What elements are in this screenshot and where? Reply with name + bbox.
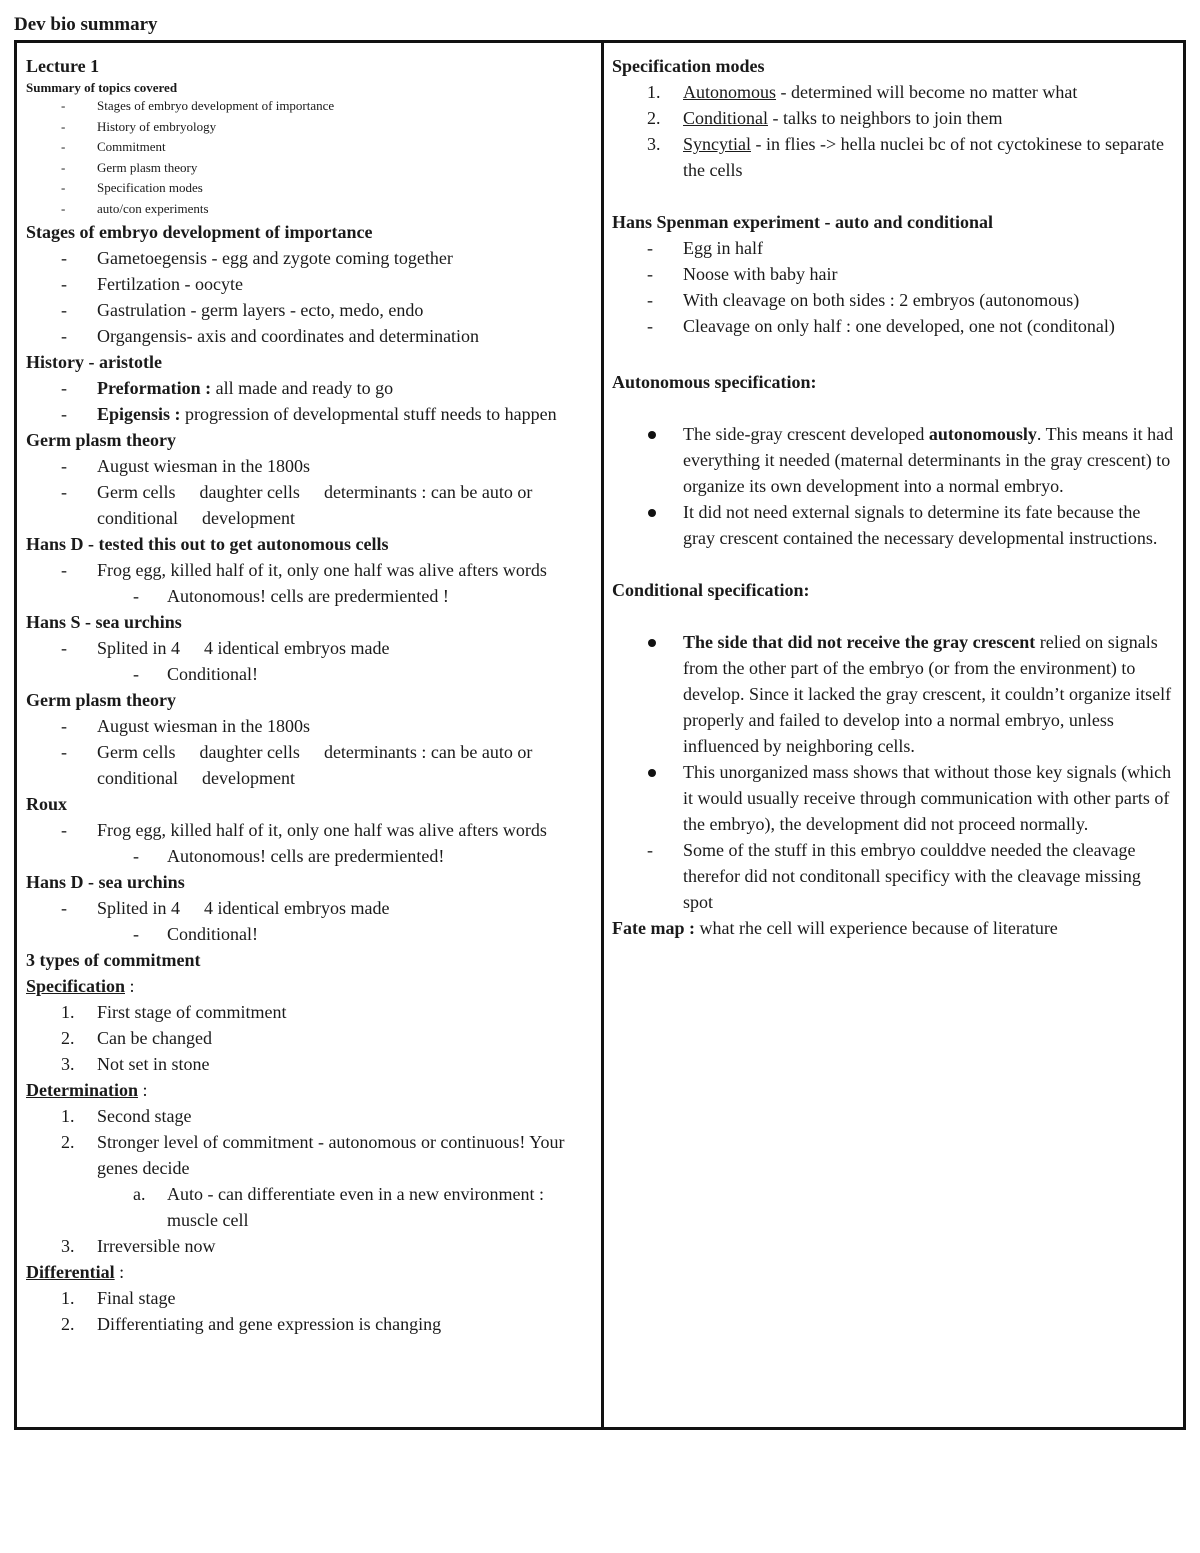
differential-term: Differential bbox=[26, 1262, 115, 1282]
autonomous-term: Autonomous bbox=[683, 82, 777, 102]
list-item: 2. Conditional - talks to neighbors to join them bbox=[647, 108, 1003, 128]
list-item: - Frog egg, killed half of it, only one half was alive afters words bbox=[26, 557, 593, 583]
list-item: - Commitment bbox=[26, 137, 593, 158]
syncytial-term: Syncytial bbox=[683, 134, 751, 154]
list-item: - Autonomous! cells are predermiented! bbox=[26, 843, 593, 869]
list-item: - Gastrulation - germ layers - ecto, medo, endo bbox=[26, 297, 593, 323]
specification-modes-list bbox=[612, 79, 1175, 183]
hans-d-heading-2: Hans D - sea urchins bbox=[26, 872, 185, 892]
list-item: 1. First stage of commitment bbox=[61, 1002, 287, 1022]
list-item bbox=[26, 895, 593, 921]
list-item bbox=[612, 421, 1175, 499]
conditional-text: - talks to neighbors to join them bbox=[768, 108, 1003, 128]
list-item: - History of embryology bbox=[26, 117, 593, 138]
determination-list bbox=[26, 1103, 593, 1181]
specification-list bbox=[26, 999, 593, 1077]
identical-embryos-text: 4 identical embryos made bbox=[204, 898, 390, 918]
summary-list bbox=[26, 96, 593, 219]
determination-colon: : bbox=[137, 1080, 148, 1100]
identical-embryos-text: 4 identical embryos made bbox=[204, 638, 390, 658]
list-item bbox=[612, 629, 1175, 759]
list-item: - Stages of embryo development of importance bbox=[26, 96, 593, 117]
development-text: development bbox=[201, 768, 295, 788]
history-list bbox=[26, 375, 593, 427]
list-item: - Gametoegensis - egg and zygote coming together bbox=[26, 245, 593, 271]
germ-cells-text: Germ cells bbox=[97, 482, 176, 502]
specification-colon: : bbox=[125, 976, 135, 996]
list-item-text: Final stage bbox=[97, 1288, 176, 1308]
germ-plasm-heading-2: Germ plasm theory bbox=[26, 690, 176, 710]
germ-plasm-list bbox=[26, 453, 593, 531]
list-item: 3. Syncytial - in flies -> hella nuclei bc of not cyctokinese to separate the cells bbox=[647, 134, 1164, 180]
differential-heading bbox=[26, 1259, 593, 1285]
splited-text: Splited in 4 bbox=[97, 638, 181, 658]
list-item: - Fertilzation - oocyte bbox=[26, 271, 593, 297]
syncytial-text: - in flies -> hella nuclei bc of not cyctokinese to separate the cells bbox=[683, 134, 1164, 180]
list-item: 1. Second stage bbox=[61, 1106, 192, 1126]
conditional-spec-heading: Conditional specification: bbox=[612, 580, 810, 600]
specification-modes-heading: Specification modes bbox=[612, 56, 765, 76]
list-item: - Germ plasm theory bbox=[26, 158, 593, 179]
fate-map-text: what rhe cell will experience because of literature bbox=[694, 918, 1058, 938]
list-item: - Conditional! bbox=[26, 661, 593, 687]
determination-term: Determination bbox=[26, 1080, 138, 1100]
commitment-heading: 3 types of commitment bbox=[26, 950, 201, 970]
list-item-text: Auto - can differentiate even in a new environment : muscle cell bbox=[167, 1184, 545, 1230]
list-item: 3. Not set in stone bbox=[61, 1054, 210, 1074]
list-item: - August wiesman in the 1800s bbox=[26, 713, 593, 739]
document-title: Dev bio summary bbox=[14, 14, 158, 35]
autonomous-spec-list bbox=[612, 421, 1175, 551]
list-item: a. Auto - can differentiate even in a new environment : muscle cell bbox=[133, 1184, 545, 1230]
autonomous-spec-heading: Autonomous specification: bbox=[612, 372, 817, 392]
list-item-text: Stronger level of commitment - autonomous or continuous! Your genes decide bbox=[97, 1132, 565, 1178]
list-item bbox=[26, 479, 593, 531]
hans-d-list-2 bbox=[26, 895, 593, 921]
lecture-heading: Lecture 1 bbox=[26, 56, 100, 76]
fate-map-line bbox=[612, 915, 1175, 941]
development-text: development bbox=[201, 508, 295, 528]
hans-s-list bbox=[26, 635, 593, 661]
hans-d-sublist bbox=[26, 583, 593, 609]
determinants-text: determinants : can be auto or conditional bbox=[97, 482, 533, 528]
list-item: - Noose with baby hair bbox=[612, 261, 1175, 287]
auto-b1-post: . This means it had everything it needed (maternal determinants in the gray crescent) to organize its own development into a normal embryo. bbox=[683, 424, 1174, 496]
fate-map-term: Fate map : bbox=[612, 918, 695, 938]
list-item: 1. Autonomous - determined will become no matter what bbox=[647, 82, 1078, 102]
list-item: - Autonomous! cells are predermiented ! bbox=[26, 583, 593, 609]
list-item bbox=[26, 635, 593, 661]
auto-b1-pre: The side-gray crescent developed bbox=[683, 424, 929, 444]
list-item: - Cleavage on only half : one developed, one not (conditonal) bbox=[612, 313, 1175, 339]
determination-sublist bbox=[26, 1181, 593, 1233]
hans-d-sublist-2 bbox=[26, 921, 593, 947]
list-item: It did not need external signals to determine its fate because the gray crescent contained the necessary developmental instructions. bbox=[612, 499, 1175, 551]
list-item-text: Irreversible now bbox=[97, 1236, 216, 1256]
cond-b1-post: relied on signals from the other part of the embryo (or from the environment) to develop. Since it lacked the gray crescent, it couldn’t organize itself properly and failed to develop into a normal embryo, unless influenced by neighboring cells. bbox=[683, 632, 1172, 756]
list-item-text: Second stage bbox=[97, 1106, 192, 1126]
spemann-list bbox=[612, 235, 1175, 339]
list-item: - auto/con experiments bbox=[26, 199, 593, 220]
daughter-cells-text: daughter cells bbox=[199, 482, 300, 502]
list-item: 2. Can be changed bbox=[61, 1028, 212, 1048]
germ-cells-text: Germ cells bbox=[97, 742, 176, 762]
preformation-text: all made and ready to go bbox=[211, 378, 394, 398]
list-item: - Some of the stuff in this embryo coulddve needed the cleavage therefor did not conditonall specificy with the cleavage missing spot bbox=[612, 837, 1175, 915]
specification-heading bbox=[26, 973, 593, 999]
list-item: - Frog egg, killed half of it, only one half was alive afters words bbox=[26, 817, 593, 843]
determinants-text: determinants : can be auto or conditional bbox=[97, 742, 533, 788]
conditional-spec-list bbox=[612, 629, 1175, 837]
stages-list bbox=[26, 245, 593, 349]
list-item: - August wiesman in the 1800s bbox=[26, 453, 593, 479]
roux-sublist bbox=[26, 843, 593, 869]
list-item bbox=[26, 739, 593, 791]
list-item: - Egg in half bbox=[612, 235, 1175, 261]
list-item: 2. Differentiating and gene expression is changing bbox=[61, 1314, 442, 1334]
history-heading: History - aristotle bbox=[26, 352, 162, 372]
hans-d-heading: Hans D - tested this out to get autonomous cells bbox=[26, 534, 389, 554]
list-item-text: Differentiating and gene expression is changing bbox=[97, 1314, 442, 1334]
hans-s-sublist bbox=[26, 661, 593, 687]
list-item-text: Can be changed bbox=[97, 1028, 212, 1048]
hans-s-heading: Hans S - sea urchins bbox=[26, 612, 182, 632]
list-item: 3. Irreversible now bbox=[61, 1236, 216, 1256]
list-item: - With cleavage on both sides : 2 embryos (autonomous) bbox=[612, 287, 1175, 313]
epigenesis-text: progression of developmental stuff needs to happen bbox=[180, 404, 557, 424]
list-item bbox=[26, 401, 593, 427]
cond-b1-bold: The side that did not receive the gray crescent bbox=[683, 632, 1036, 652]
autonomous-text: - determined will become no matter what bbox=[776, 82, 1078, 102]
list-item bbox=[26, 375, 593, 401]
splited-text: Splited in 4 bbox=[97, 898, 181, 918]
epigenesis-term: Epigensis : bbox=[97, 404, 181, 424]
determination-list-cont bbox=[26, 1233, 593, 1259]
hans-d-list bbox=[26, 557, 593, 583]
specification-term: Specification bbox=[26, 976, 125, 996]
preformation-term: Preformation : bbox=[97, 378, 212, 398]
conditional-spec-dash-list bbox=[612, 837, 1175, 915]
summary-table bbox=[14, 40, 1186, 1430]
spemann-heading: Hans Spenman experiment - auto and conditional bbox=[612, 212, 994, 232]
determination-heading bbox=[26, 1077, 593, 1103]
germ-plasm-list-2 bbox=[26, 713, 593, 791]
roux-heading: Roux bbox=[26, 794, 68, 814]
germ-plasm-heading: Germ plasm theory bbox=[26, 430, 176, 450]
list-item-text: First stage of commitment bbox=[97, 1002, 287, 1022]
list-item-text: Not set in stone bbox=[97, 1054, 210, 1074]
left-column bbox=[17, 43, 604, 1427]
auto-b1-bold: autonomously bbox=[928, 424, 1037, 444]
differential-list bbox=[26, 1285, 593, 1337]
list-item: - Organgensis- axis and coordinates and determination bbox=[26, 323, 593, 349]
stages-heading: Stages of embryo development of importance bbox=[26, 222, 373, 242]
conditional-term: Conditional bbox=[683, 108, 768, 128]
list-item: This unorganized mass shows that without those key signals (which it would usually receive through communication with other parts of the embryo), the development did not proceed normally. bbox=[612, 759, 1175, 837]
roux-list bbox=[26, 817, 593, 843]
list-item: - Conditional! bbox=[26, 921, 593, 947]
right-column bbox=[604, 43, 1183, 1427]
differential-colon: : bbox=[114, 1262, 125, 1282]
summary-heading: Summary of topics covered bbox=[26, 80, 178, 95]
daughter-cells-text: daughter cells bbox=[199, 742, 300, 762]
list-item: 2. Stronger level of commitment - autonomous or continuous! Your genes decide bbox=[61, 1132, 565, 1178]
list-item: - Specification modes bbox=[26, 178, 593, 199]
list-item: 1. Final stage bbox=[61, 1288, 176, 1308]
